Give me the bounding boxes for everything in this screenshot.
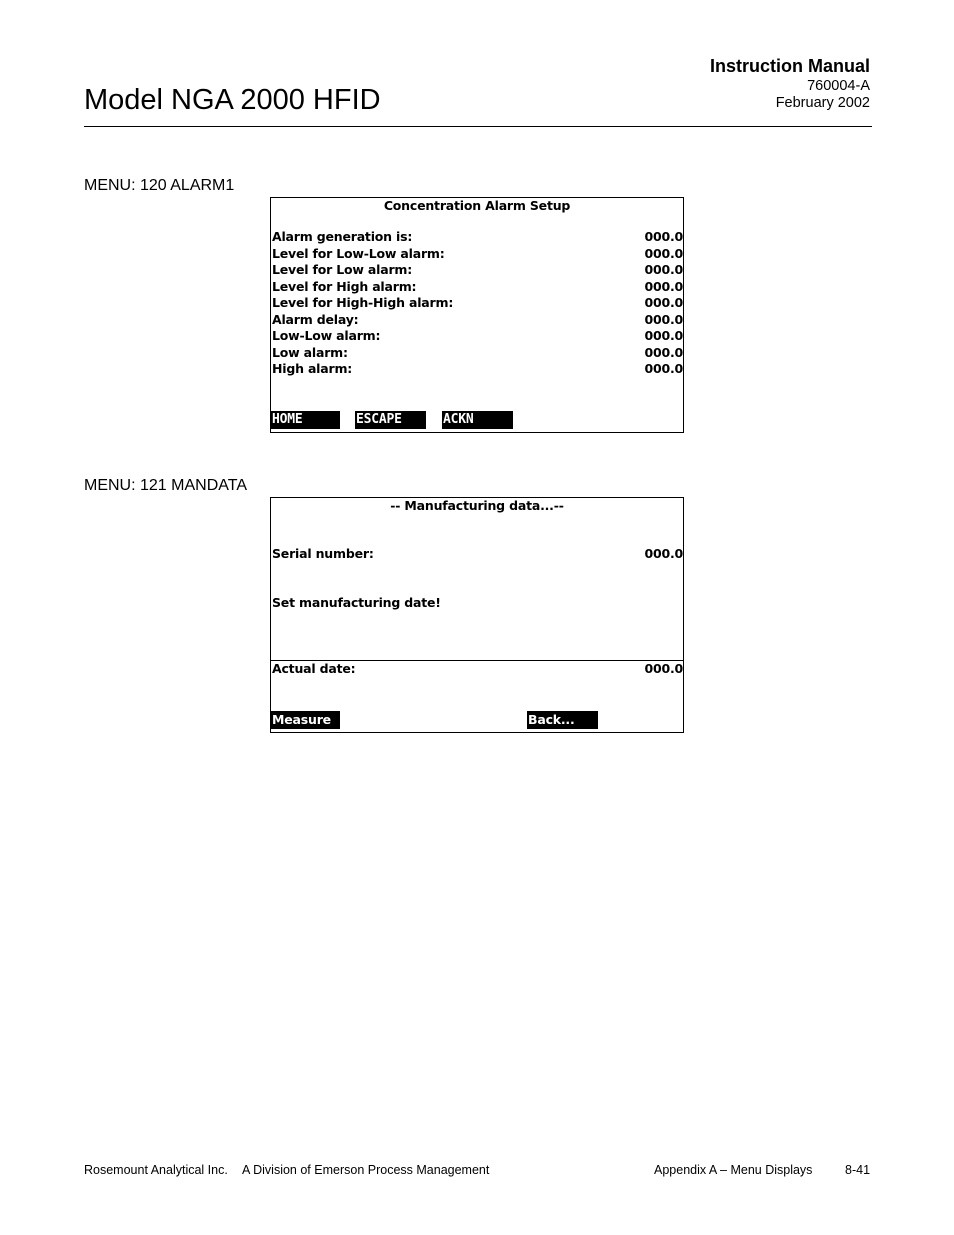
row-value[interactable]: 000.0 (644, 295, 683, 310)
row-value: 000.0 (644, 328, 683, 343)
row-value: 000.0 (644, 361, 683, 376)
page-number: 8-41 (845, 1163, 871, 1177)
alarm-row-high-high-level[interactable] (272, 295, 683, 311)
row-label: High alarm: (272, 361, 353, 376)
escape-softkey[interactable]: ESCAPE (355, 411, 426, 429)
row-value[interactable]: 000.0 (644, 229, 683, 244)
alarm-row-high-status (272, 361, 683, 377)
alarm-setup-screen (270, 197, 684, 433)
back-softkey[interactable]: Back... (527, 711, 598, 729)
alarm-row-low-status (272, 345, 683, 361)
footer-company: Rosemount Analytical Inc. (84, 1163, 228, 1177)
row-label: Low alarm: (272, 345, 348, 360)
row-label: Alarm generation is: (272, 229, 413, 244)
footer-section: Appendix A – Menu Displays (654, 1163, 813, 1177)
alarm-row-low-level[interactable] (272, 262, 683, 278)
screen-title: Concentration Alarm Setup (383, 198, 571, 213)
document-date: February 2002 (775, 95, 870, 111)
alarm-row-low-low-level[interactable] (272, 246, 683, 262)
ackn-softkey[interactable]: ACKN (442, 411, 513, 429)
manual-title: Instruction Manual (709, 56, 870, 76)
screen-title: -- Manufacturing data...-- (390, 498, 564, 513)
row-label: Serial number: (272, 546, 374, 561)
row-label: Low-Low alarm: (272, 328, 381, 343)
row-label: Level for Low-Low alarm: (272, 246, 445, 261)
row-label: Level for Low alarm: (272, 262, 413, 277)
manufacturing-date-prompt (272, 595, 683, 611)
alarm-row-delay[interactable] (272, 312, 683, 328)
actual-date-row[interactable] (272, 661, 683, 677)
manufacturing-data-screen (270, 497, 684, 733)
header-divider (84, 126, 872, 127)
row-value[interactable]: 000.0 (644, 279, 683, 294)
row-value[interactable]: 000.0 (644, 246, 683, 261)
document-number: 760004-A (807, 78, 870, 94)
row-value: 000.0 (644, 345, 683, 360)
measure-softkey[interactable]: Measure (271, 711, 340, 729)
serial-number-row[interactable] (272, 546, 683, 562)
menu-caption-mandata: MENU: 121 MANDATA (84, 477, 247, 494)
page-title: Model NGA 2000 HFID (84, 84, 381, 116)
row-value[interactable]: 000.0 (644, 312, 683, 327)
menu-caption-alarm1: MENU: 120 ALARM1 (84, 177, 235, 194)
row-label: Level for High-High alarm: (272, 295, 454, 310)
footer-division: A Division of Emerson Process Management (242, 1163, 490, 1177)
alarm-row-high-level[interactable] (272, 279, 683, 295)
prompt-text: Set manufacturing date! (272, 595, 441, 610)
alarm-row-low-low-status (272, 328, 683, 344)
row-value[interactable]: 000.0 (644, 661, 683, 676)
row-label: Alarm delay: (272, 312, 359, 327)
row-label: Actual date: (272, 661, 356, 676)
row-label: Level for High alarm: (272, 279, 417, 294)
row-value[interactable]: 000.0 (644, 262, 683, 277)
row-value[interactable]: 000.0 (644, 546, 683, 561)
alarm-row-generation[interactable] (272, 229, 683, 245)
home-softkey[interactable]: HOME (271, 411, 340, 429)
